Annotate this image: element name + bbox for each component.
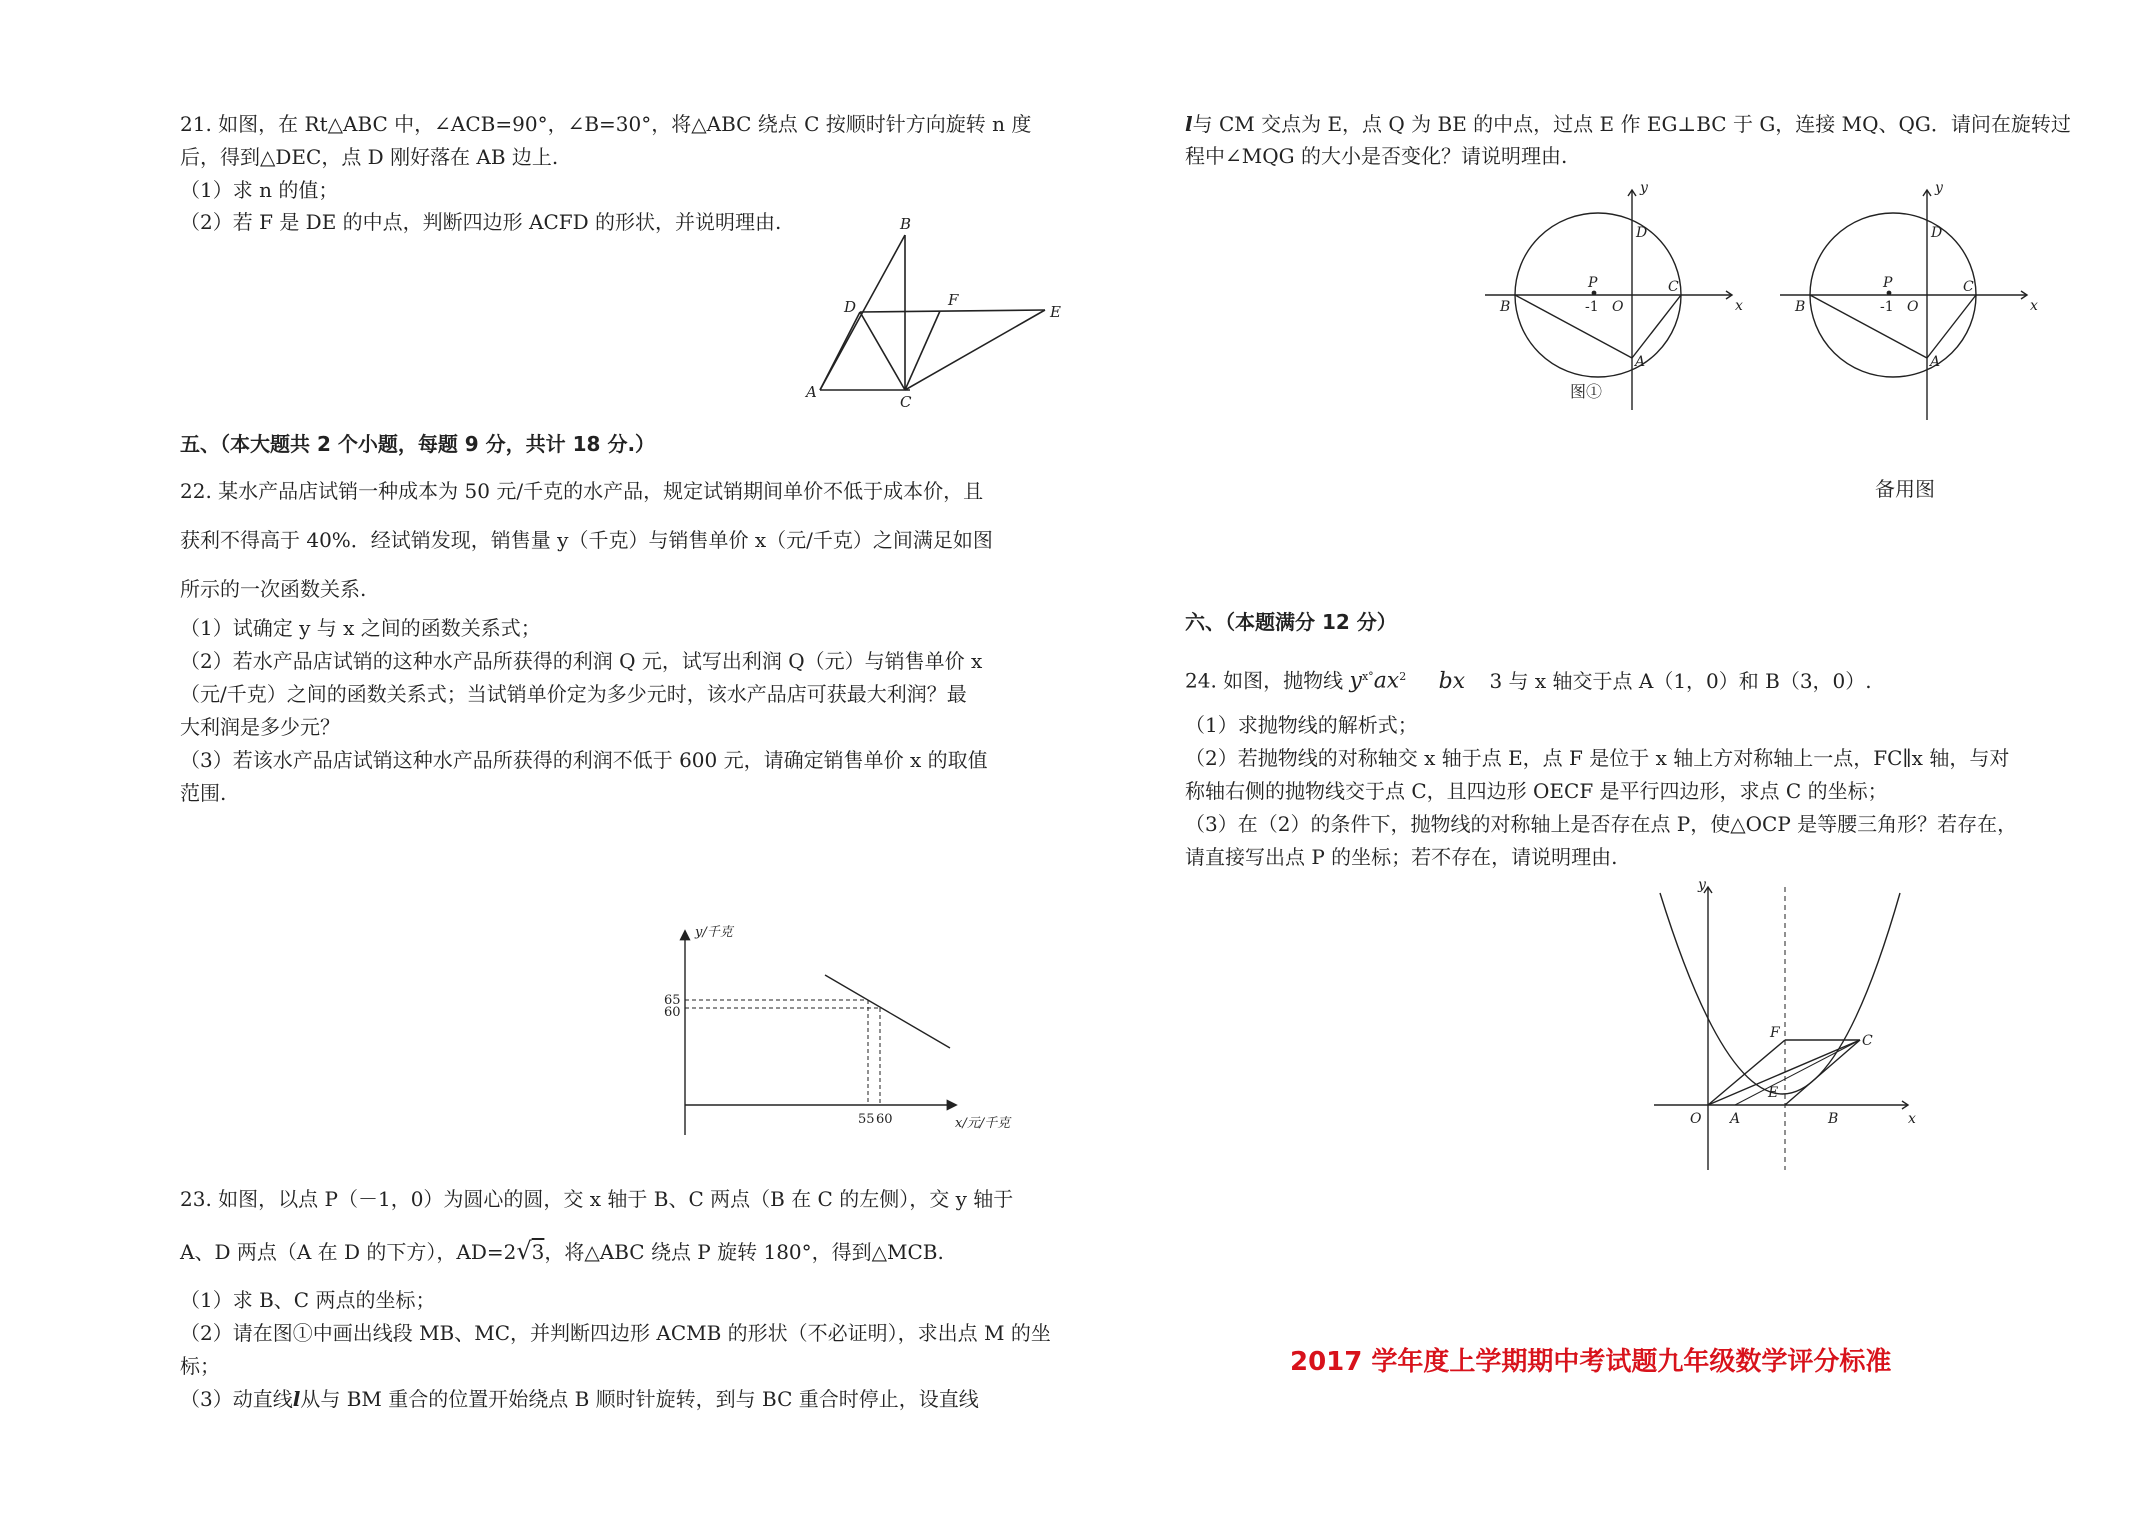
q23-line1: 23. 如图，以点 P（－1，0）为圆心的圆，交 x 轴于 B、C 两点（B 在 C 的左侧），交 y 轴于 (180, 1187, 1014, 1211)
svg-text:C: C (1668, 279, 1679, 295)
svg-text:y: y (1698, 877, 1706, 893)
q23c-line2: 程中∠MQG 的大小是否变化？请说明理由. (1185, 144, 1568, 168)
q21-line1: 21. 如图，在 Rt△ABC 中，∠ACB=90°，∠B=30°，将△ABC 绕点 C 按顺时针方向旋转 n 度 (180, 112, 1032, 136)
q24-line2: （1）求抛物线的解析式； (1185, 713, 1418, 737)
q22-line2: 获利不得高于 40%．经试销发现，销售量 y（千克）与销售单价 x（元/千克）之间满足如图 (180, 528, 993, 552)
q21-label-A: A (806, 383, 817, 401)
svg-text:D: D (1636, 225, 1648, 241)
q21-line2: 后，得到△DEC，点 D 刚好落在 AB 边上. (180, 145, 559, 169)
q21-label-F: F (948, 291, 959, 309)
svg-text:-1: -1 (1585, 299, 1599, 315)
svg-text:-1: -1 (1880, 299, 1894, 315)
q23-line2: A、D 两点（A 在 D 的下方），AD=2√3，将△ABC 绕点 P 旋转 180°，得到△MCB. (180, 1237, 944, 1265)
q21-triangle-figure (800, 215, 1070, 410)
svg-text:A: A (1730, 1111, 1741, 1127)
q22-line5: （2）若水产品店试销的这种水产品所获得的利润 Q 元，试写出利润 Q（元）与销售单价 x (180, 649, 983, 673)
q21-label-C: C (900, 393, 912, 410)
q22-tick-60x: 60 (876, 1112, 893, 1127)
svg-text:y: y (1640, 180, 1648, 196)
section-5-heading: 五、（本大题共 2 个小题，每题 9 分，共计 18 分.） (180, 432, 656, 456)
q24-line6: 请直接写出点 P 的坐标；若不存在，请说明理由. (1185, 845, 1618, 869)
svg-text:P: P (1883, 275, 1893, 291)
q22-line8: （3）若该水产品店试销这种水产品所获得的利润不低于 600 元，请确定销售单价 x 的取值 (180, 748, 988, 772)
section-6-heading: 六、（本题满分 12 分） (1185, 610, 1397, 634)
q23-line5: 标； (180, 1354, 220, 1378)
q22-tick-60: 60 (664, 1005, 681, 1020)
q24-line3: （2）若抛物线的对称轴交 x 轴于点 E，点 F 是位于 x 轴上方对称轴上一点，FC∥x 轴，与对 (1185, 746, 2010, 770)
svg-text:P: P (1588, 275, 1598, 291)
figure-1-caption: 图① (1570, 382, 1603, 401)
svg-text:x: x (2030, 298, 2038, 314)
q23-circle-figure-1 (1480, 180, 1750, 415)
q23-line2-a: A、D 两点（A 在 D 的下方），AD=2 (180, 1240, 517, 1264)
q24-line4: 称轴右侧的抛物线交于点 C，且四边形 OECF 是平行四边形，求点 C 的坐标； (1185, 779, 1888, 803)
svg-text:F: F (1770, 1025, 1780, 1041)
q22-tick-55: 55 (858, 1112, 875, 1127)
svg-text:D: D (1931, 225, 1943, 241)
q21-line3: （1）求 n 的值； (180, 178, 339, 202)
q22-tick-65: 65 (664, 993, 681, 1008)
svg-text:O: O (1907, 299, 1919, 315)
q23c-line1: l与 CM 交点为 E，点 Q 为 BE 的中点，过点 E 作 EG⊥BC 于 G，连接 MQ、QG．请问在旋转过 (1185, 112, 2071, 136)
q23-circle-figure-spare (1775, 180, 2045, 425)
q24-line1: 24. 如图，抛物线 $y^{x^\circ}ax^2$ bx 3 与 x 轴交于点 A（1，0）和 B（3，0）. (1185, 668, 1872, 694)
svg-text:A: A (1930, 354, 1941, 370)
svg-text:E: E (1768, 1085, 1779, 1101)
svg-text:B: B (1500, 299, 1511, 315)
svg-text:B: B (1795, 299, 1806, 315)
q22-line6: （元/千克）之间的函数关系式；当试销单价定为多少元时，该水产品店可获最大利润？最 (180, 682, 967, 706)
svg-text:x: x (1908, 1111, 1916, 1127)
svg-text:C: C (1862, 1033, 1873, 1049)
q22-line1: 22. 某水产品店试销一种成本为 50 元/千克的水产品，规定试销期间单价不低于成本价，且 (180, 479, 984, 503)
svg-text:C: C (1963, 279, 1974, 295)
q23-line3: （1）求 B、C 两点的坐标； (180, 1288, 436, 1312)
svg-text:A: A (1635, 354, 1646, 370)
q22-linear-graph (650, 920, 1030, 1145)
q22-line7: 大利润是多少元？ (180, 715, 340, 739)
q23-line2-b: ，将△ABC 绕点 P 旋转 180°，得到△MCB. (544, 1240, 944, 1264)
q21-label-B: B (900, 215, 912, 233)
svg-text:O: O (1612, 299, 1624, 315)
q22-xlabel: x/元/千克 (955, 1116, 1011, 1131)
q23-line4: （2）请在图①中画出线段 MB、MC，并判断四边形 ACMB 的形状（不必证明），求出点 M 的坐 (180, 1321, 1051, 1345)
q22-line3: 所示的一次函数关系. (180, 577, 367, 601)
svg-text:B: B (1828, 1111, 1839, 1127)
scoring-standard-title: 2017 学年度上学期期中考试题九年级数学评分标准 (1290, 1347, 1892, 1377)
spare-figure-caption: 备用图 (1875, 477, 1935, 501)
q22-ylabel: y/千克 (695, 925, 733, 940)
q24-line5: （3）在（2）的条件下，抛物线的对称轴上是否存在点 P，使△OCP 是等腰三角形？若存在， (1185, 812, 2018, 836)
q23-line-l: l (292, 1387, 301, 1411)
q21-line4: （2）若 F 是 DE 的中点，判断四边形 ACFD 的形状，并说明理由. (180, 210, 782, 234)
svg-text:y: y (1935, 180, 1943, 196)
q23-line6: （3）动直线l从与 BM 重合的位置开始绕点 B 顺时针旋转，到与 BC 重合时停止，设直线 (180, 1387, 979, 1411)
svg-text:x: x (1735, 298, 1743, 314)
q23-sqrt3: 3 (531, 1240, 545, 1264)
q21-label-D: D (844, 298, 857, 316)
q21-label-E: E (1050, 303, 1061, 321)
q22-line9: 范围. (180, 781, 227, 805)
q24-parabola-figure (1650, 875, 1930, 1175)
q22-line4: （1）试确定 y 与 x 之间的函数关系式； (180, 616, 541, 640)
svg-text:O: O (1690, 1111, 1702, 1127)
